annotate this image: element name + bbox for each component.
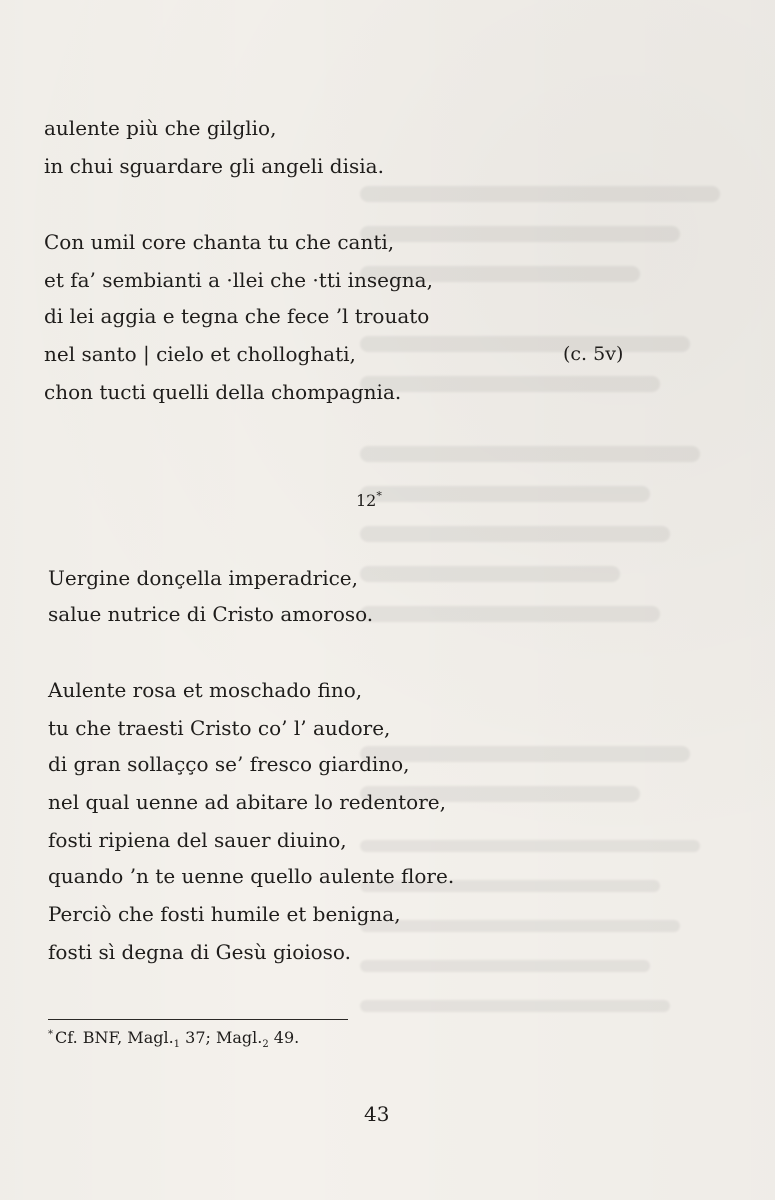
- footnote-subscript: 1: [173, 1039, 181, 1051]
- verse-line: quando ’n te uenne quello aulente flore.: [48, 864, 455, 888]
- verse-line: di lei aggia e tegna che fece ’l trouato: [44, 304, 430, 328]
- verse-line: chon tucti quelli della chompagnia.: [44, 380, 402, 404]
- verse-line: nel qual uenne ad abitare lo redentore,: [48, 790, 446, 814]
- footnote-suffix: 49.: [268, 1028, 300, 1047]
- folio-marker: (c. 5v): [563, 343, 624, 365]
- bleed-through-text: [360, 920, 680, 932]
- footnote: [48, 1027, 299, 1049]
- verse-line: et fa’ sembianti a ·llei che ·tti insegna,: [44, 268, 433, 292]
- bleed-through-text: [360, 566, 620, 582]
- bleed-through-text: [360, 446, 700, 462]
- footnote-middle: 37; Magl.: [180, 1028, 263, 1047]
- verse-line: fosti ripiena del sauer diuino,: [48, 828, 347, 852]
- bleed-through-text: [360, 960, 650, 972]
- bleed-through-text: [360, 376, 660, 392]
- verse-line: Perciò che fosti humile et benigna,: [48, 902, 401, 926]
- verse-line: nel santo | cielo et chollоghati,: [44, 342, 356, 366]
- footnote-mark: *: [48, 1028, 53, 1040]
- bleed-through-text: [360, 1000, 670, 1012]
- verse-line: Con umil core chanta tu che canti,: [44, 230, 395, 254]
- bleed-through-text: [360, 606, 660, 622]
- verse-line: di gran sollaçço se’ fresco giardino,: [48, 752, 410, 776]
- poem-number: [356, 490, 382, 512]
- verse-line: Aulente rosa et moschado fino,: [48, 678, 363, 702]
- footnote-rule: [48, 1019, 348, 1020]
- verse-line: tu che traesti Cristo co’ l’ audore,: [48, 716, 391, 740]
- bleed-through-text: [360, 840, 700, 852]
- bleed-through-text: [360, 486, 650, 502]
- verse-line: salue nutrice di Cristo amoroso.: [48, 602, 374, 626]
- poem-number-mark: *: [376, 489, 382, 503]
- bleed-through-text: [360, 186, 720, 202]
- bleed-through-text: [360, 526, 670, 542]
- bleed-through-text: [360, 336, 690, 352]
- footnote-prefix: Cf. BNF, Magl.: [55, 1028, 174, 1047]
- verse-line: Uergine donçella imperadrice,: [48, 566, 358, 590]
- verse-line: aulente più che gilglio,: [44, 116, 277, 140]
- verse-line: in chui sguardare gli angeli disia.: [44, 154, 384, 178]
- page-number: 43: [364, 1102, 390, 1126]
- bleed-through-text: [360, 226, 680, 242]
- poem-number-value: 12: [356, 491, 377, 510]
- footnote-subscript: 2: [262, 1039, 269, 1051]
- verse-line: fosti sì degna di Gesù gioioso.: [48, 940, 351, 964]
